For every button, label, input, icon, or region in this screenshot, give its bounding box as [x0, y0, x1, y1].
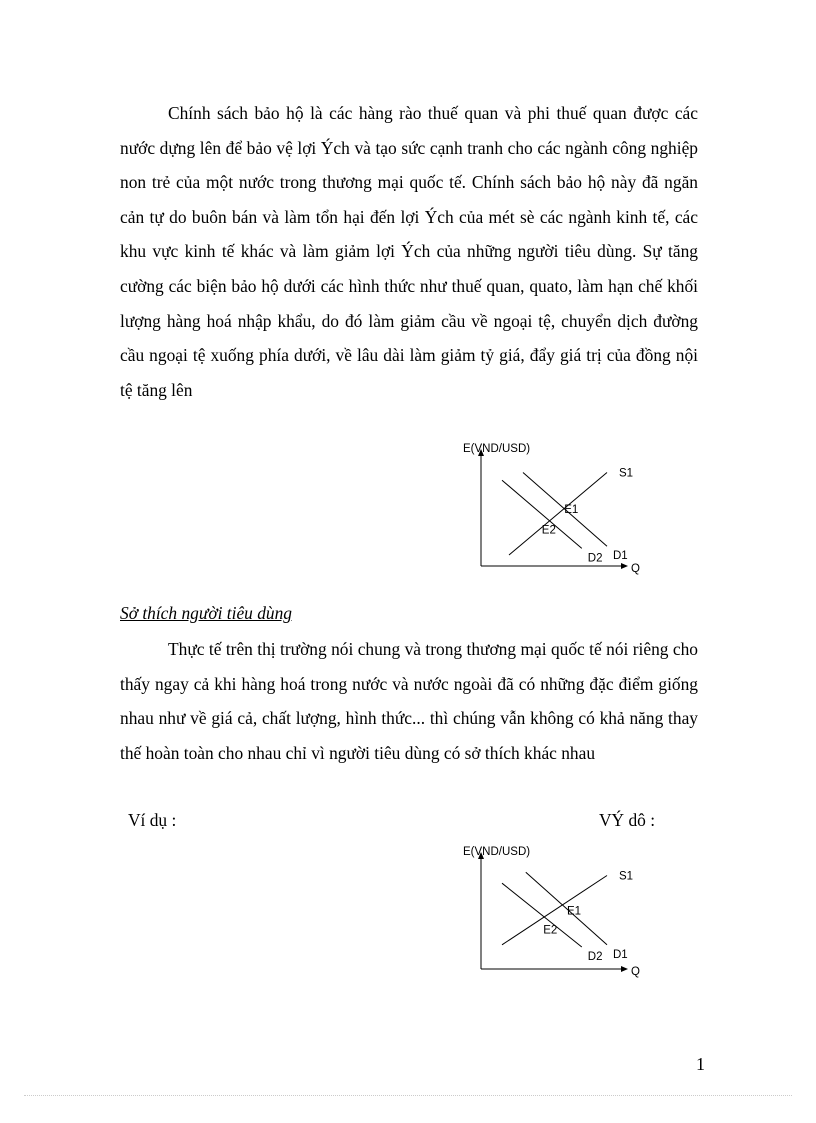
example-label-left: Ví dụ : — [128, 810, 177, 830]
example-label-right: VÝ dô : — [599, 810, 656, 830]
paragraph-trade-protection — [120, 96, 698, 407]
curve-label-d2: D2 — [587, 951, 603, 963]
equilibrium-label-e2: E2 — [543, 924, 558, 937]
page-number: 1 — [696, 1054, 705, 1074]
paragraph-2-text: Thực tế trên thị trường nói chung và trong thương mại quốc tế nói riêng cho thấy ngay cả khi hàng hoá trong nước và nước ngoài đã có những đặc điểm giống nhau như về giá cả, chất lượng, hình thức... thì chúng vẫn không có khả năng thay thế hoàn toàn cho nhau chỉ vì người tiêu dùng có sở thích khác nhau — [120, 639, 698, 763]
section-heading-consumer-preference: Sở thích người tiêu dùng — [120, 603, 292, 623]
curve-s1 — [509, 473, 607, 556]
paragraph-1-text: Chính sách bảo hộ là các hàng rào thuế quan và phi thuế quan được các nước dựng lên để bảo vệ lợi Ých và tạo sức cạnh tranh cho các ngành công nghiệp non trẻ của một nước trong thương mại quốc tế. Chính sách bảo hộ này đã ngăn cản tự do buôn bán và làm tổn hại đến lợi Ých của mét sè các ngành kinh tế, các khu vực kinh tế khác và làm giảm lợi Ých của những người tiêu dùng. Sự tăng cường các biện bảo hộ dưới các hình thức như thuế quan, quato, làm hạn chế khối lượng hàng hoá nhập khẩu, do đó làm giảm cầu về ngoại tệ, chuyển dịch đường cầu ngoại tệ xuống phía dưới, về lâu dài làm giảm tỷ giá, đẩy giá trị của đồng nội tệ tăng lên — [120, 103, 698, 400]
equilibrium-label-e2: E2 — [541, 524, 556, 537]
paragraph-consumer-preference — [120, 632, 698, 770]
equilibrium-label-e1: E1 — [564, 503, 579, 516]
footer-divider — [24, 1095, 792, 1096]
x-axis-label: Q — [631, 563, 640, 575]
curve-label-d1: D1 — [613, 550, 628, 563]
curve-label-d2: D2 — [587, 552, 603, 565]
x-axis-label: Q — [631, 966, 640, 978]
y-axis-label: E(VND/USD) — [463, 443, 531, 455]
equilibrium-label-e1: E1 — [567, 905, 582, 918]
exchange-rate-chart-1 — [455, 436, 655, 582]
curve-label-s1: S1 — [619, 870, 634, 883]
exchange-rate-chart-2 — [428, 842, 658, 988]
y-axis-label: E(VND/USD) — [463, 846, 531, 858]
curve-label-d1: D1 — [613, 948, 628, 961]
curve-label-s1: S1 — [619, 467, 634, 480]
